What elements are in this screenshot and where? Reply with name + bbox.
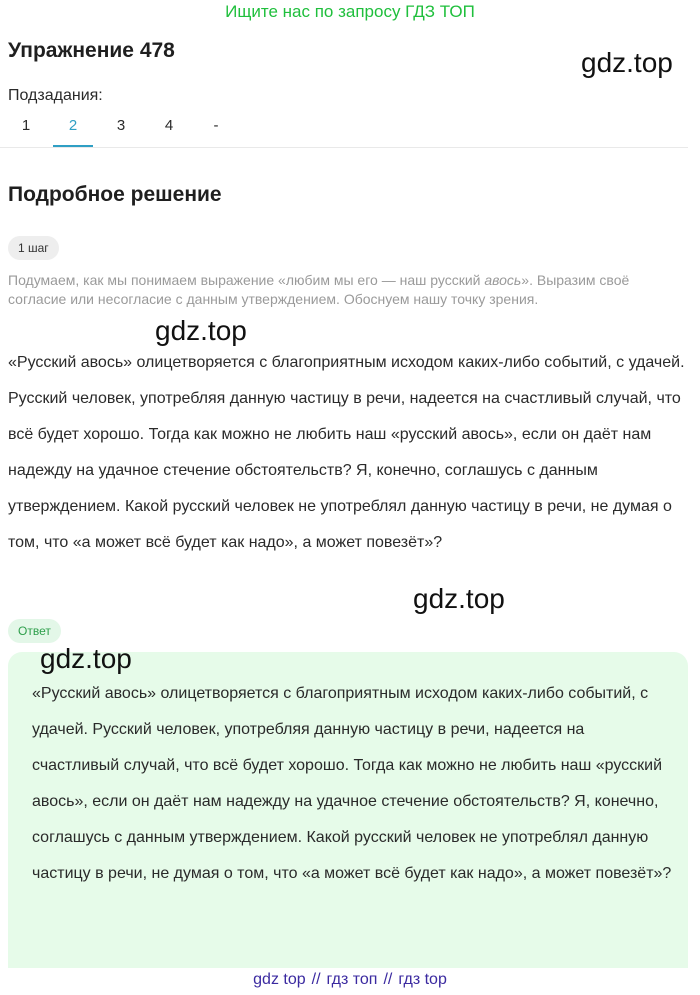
page-title: Упражнение 478	[8, 39, 175, 62]
footer-link-2[interactable]: гдз топ	[326, 971, 378, 988]
watermark: gdz.top	[581, 47, 673, 78]
search-banner[interactable]: Ищите нас по запросу ГДЗ ТОП	[225, 2, 475, 21]
answer-badge: Ответ	[8, 619, 61, 643]
solution-text: «Русский авось» олицетворяется с благоприятным исходом каких-либо событий, с удачей. Русский человек, употребляя данную частицу в речи, надеется на счастливый случай, что всё будет хорошо. Тогда как можно не любить наш «русский авось», если он даёт нам надежду на удачное стечение обстоятельств? Я, конечно, соглашусь с данным утверждением. Какой русский человек не употреблял данную частицу в речи, не думая о том, что «а может всё будет как надо», а может повезёт»?	[8, 354, 685, 551]
hint-text-part-1: Подумаем, как мы понимаем выражение «любим мы его — наш русский	[8, 272, 485, 288]
subtask-tab-4[interactable]: 4	[164, 117, 174, 134]
watermark: gdz.top	[155, 315, 247, 346]
subtask-tab-dash[interactable]: -	[213, 117, 219, 134]
footer-separator: //	[383, 971, 393, 988]
section-title: Подробное решение	[8, 183, 222, 206]
subtasks-tabs	[0, 110, 688, 148]
watermark: gdz.top	[40, 643, 132, 674]
footer-separator: //	[311, 971, 321, 988]
footer-link-3[interactable]: гдз top	[398, 971, 447, 988]
hint-text-part-2: ». Выразим своё согласие или несогласие с данным утверждением. Обоснуем нашу точку зрения.	[8, 272, 630, 307]
watermark: gdz.top	[413, 583, 505, 614]
subtask-tab-2[interactable]: 2	[53, 110, 93, 147]
subtasks-label: Подзадания:	[8, 87, 103, 104]
hint-text	[8, 271, 688, 309]
footer-links	[0, 969, 700, 991]
footer-link-1[interactable]: gdz top	[253, 971, 306, 988]
hint-text-italic: авось	[484, 272, 522, 288]
step-badge: 1 шаг	[8, 236, 59, 260]
subtask-tab-1[interactable]: 1	[21, 117, 31, 134]
answer-text: «Русский авось» олицетворяется с благоприятным исходом каких-либо событий, с удачей. Русский человек, употребляя данную частицу в речи, надеется на счастливый случай, что всё будет хорошо. Тогда как можно не любить наш «русский авось», если он даёт нам надежду на удачное стечение обстоятельств? Я, конечно, соглашусь с данным утверждением. Какой русский человек не употреблял данную частицу в речи, не думая о том, что «а может всё будет как надо», а может повезёт»?	[32, 685, 672, 882]
subtask-tab-3[interactable]: 3	[116, 117, 126, 134]
